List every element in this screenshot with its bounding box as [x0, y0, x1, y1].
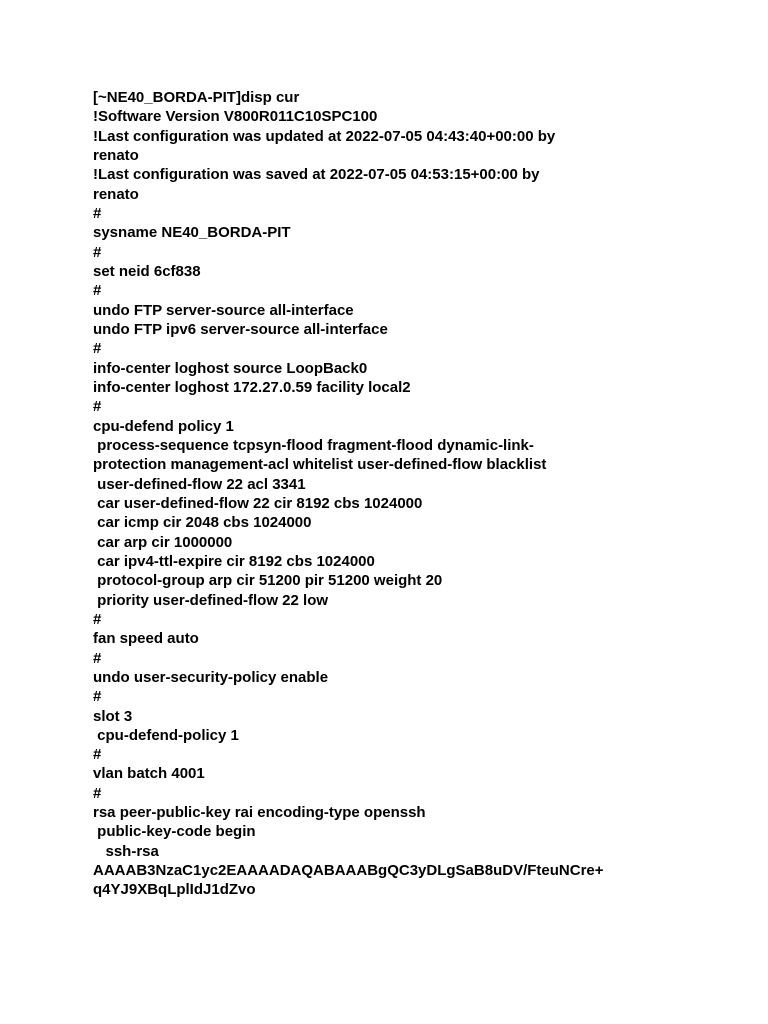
config-line: car arp cir 1000000 — [93, 533, 233, 551]
config-line: cpu-defend policy 1 — [93, 417, 234, 435]
config-line: undo FTP ipv6 server-source all-interface — [93, 320, 388, 338]
config-line: AAAAB3NzaC1yc2EAAAADAQABAAABgQC3yDLgSaB8uDV/FteuNCre+ — [93, 862, 604, 880]
config-line: car ipv4-ttl-expire cir 8192 cbs 1024000 — [93, 552, 375, 570]
config-line: # — [93, 340, 102, 358]
config-line: # — [93, 243, 102, 261]
config-line: q4YJ9XBqLplIdJ1dZvo — [93, 881, 256, 899]
config-line: !Last configuration was saved at 2022-07-05 04:53:15+00:00 by — [93, 166, 540, 184]
config-line: # — [93, 688, 102, 706]
config-line: !Last configuration was updated at 2022-07-05 04:43:40+00:00 by — [93, 127, 556, 145]
config-line: public-key-code begin — [93, 823, 256, 841]
config-line: !Software Version V800R011C10SPC100 — [93, 108, 378, 126]
config-line: protocol-group arp cir 51200 pir 51200 weight 20 — [93, 572, 443, 590]
config-line: fan speed auto — [93, 630, 199, 648]
config-line: protection management-acl whitelist user-defined-flow blacklist — [93, 456, 547, 474]
config-line: # — [93, 610, 102, 628]
config-line: slot 3 — [93, 707, 133, 725]
config-line: # — [93, 282, 102, 300]
config-line: car icmp cir 2048 cbs 1024000 — [93, 514, 312, 532]
config-line: info-center loghost 172.27.0.59 facility local2 — [93, 378, 411, 396]
config-line: # — [93, 398, 102, 416]
config-line: # — [93, 784, 102, 802]
config-line: # — [93, 746, 102, 764]
config-line: info-center loghost source LoopBack0 — [93, 359, 368, 377]
config-line: renato — [93, 146, 139, 164]
config-line: # — [93, 204, 102, 222]
config-line: ssh-rsa — [93, 842, 159, 860]
config-line: undo FTP server-source all-interface — [93, 301, 354, 319]
config-output — [93, 88, 693, 900]
config-line: priority user-defined-flow 22 low — [93, 591, 329, 609]
config-line: renato — [93, 185, 139, 203]
config-line: process-sequence tcpsyn-flood fragment-flood dynamic-link- — [93, 436, 534, 454]
config-line: [~NE40_BORDA-PIT]disp cur — [93, 89, 300, 106]
config-line: # — [93, 649, 102, 667]
config-line: cpu-defend-policy 1 — [93, 726, 239, 744]
config-line: car user-defined-flow 22 cir 8192 cbs 1024000 — [93, 494, 423, 512]
config-line: vlan batch 4001 — [93, 765, 205, 783]
config-line: sysname NE40_BORDA-PIT — [93, 224, 291, 242]
config-line: rsa peer-public-key rai encoding-type openssh — [93, 804, 426, 822]
config-line: user-defined-flow 22 acl 3341 — [93, 475, 306, 493]
config-line: undo user-security-policy enable — [93, 668, 329, 686]
config-line: set neid 6cf838 — [93, 262, 201, 280]
